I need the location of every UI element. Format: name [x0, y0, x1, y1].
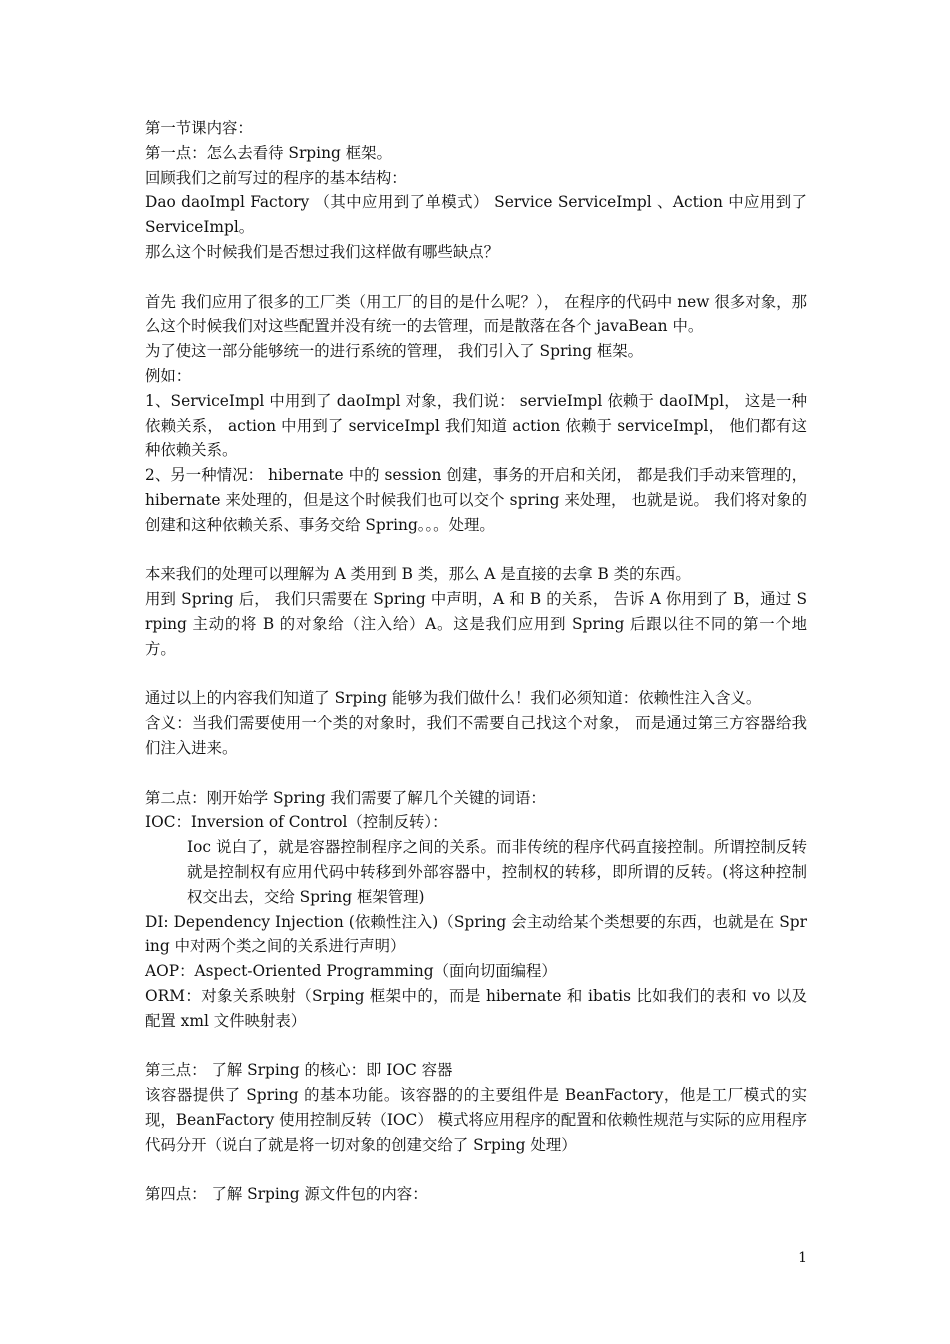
text-line: 第二点：刚开始学 Spring 我们需要了解几个关键的词语：: [145, 788, 546, 807]
paragraph: 用到 Spring 后， 我们只需要在 Spring 中声明，A 和 B 的关系， 告诉 A 你用到了 B，通过 Srping 主动的将 B 的对象给（注入给）A。这是我们应用到 Spring 后跟以往不同的第一个地方。: [145, 590, 807, 658]
blank-line: [145, 761, 807, 786]
paragraph: Dao daoImpl Factory （其中应用到了单模式） Service ServiceImpl 、Action 中应用到了 ServiceImpl。: [145, 193, 807, 237]
blank-line: [145, 265, 807, 290]
blank-line: [145, 1157, 807, 1182]
text-line: 第四点： 了解 Srping 源文件包的内容：: [145, 1185, 428, 1204]
text-line: 本来我们的处理可以理解为 A 类用到 B 类，那么 A 是直接的去拿 B 类的东西。: [145, 565, 691, 584]
page-number: 1: [798, 1250, 807, 1266]
text-line: 那么这个时候我们是否想过我们这样做有哪些缺点？: [145, 242, 499, 261]
paragraph: ORM：对象关系映射（Srping 框架中的，而是 hibernate 和 ibatis 比如我们的表和 vo 以及配置 xml 文件映射表）: [145, 986, 807, 1030]
text-line: IOC：Inversion of Control（控制反转）：: [145, 813, 448, 832]
paragraph: 1、ServiceImpl 中用到了 daoImpl 对象，我们说： servieImpl 依赖于 daoIMpl， 这是一种依赖关系， action 中用到了 serviceImpl 我们知道 action 依赖于 serviceImpl， 他们都有这种依赖关系。: [145, 391, 807, 460]
blank-line: [145, 538, 807, 563]
document-content: [145, 141, 807, 1207]
lesson-title: 第一节课内容：: [145, 119, 253, 137]
paragraph: 含义：当我们需要使用一个类的对象时，我们不需要自己找这个对象， 而是通过第三方容器给我们注入进来。: [145, 714, 807, 757]
text-line: AOP：Aspect-Oriented Programming（面向切面编程）: [145, 962, 557, 981]
text-line: 回顾我们之前写过的程序的基本结构：: [145, 168, 407, 187]
indented-paragraph: Ioc 说白了，就是容器控制程序之间的关系。而非传统的程序代码直接控制。所谓控制反转就是控制权有应用代码中转移到外部容器中，控制权的转移，即所谓的反转。(将这种控制权交出去，交给 Spring 框架管理): [187, 838, 807, 906]
text-line: 为了使这一部分能够统一的进行系统的管理， 我们引入了 Spring 框架。: [145, 342, 644, 361]
paragraph: 2、另一种情况： hibernate 中的 session 创建，事务的开启和关闭， 都是我们手动来管理的， hibernate 来处理的，但是这个时候我们也可以交个 spring 来处理， 也就是说。 我们将对象的创建和这种依赖关系、事务交给 Spring。。。处理。: [145, 466, 807, 534]
text-line: 第三点： 了解 Srping 的核心：即 IOC 容器: [145, 1061, 453, 1080]
document-page: [145, 116, 807, 1207]
blank-line: [145, 1033, 807, 1058]
paragraph: DI: Dependency Injection (依赖性注入)（Spring 会主动给某个类想要的东西，也就是在 Spring 中对两个类之间的关系进行声明）: [145, 912, 807, 956]
paragraph: 该容器提供了 Spring 的基本功能。该容器的的主要组件是 BeanFactory，他是工厂模式的实现，BeanFactory 使用控制反转（IOC） 模式将应用程序的配置和依赖性规范与实际的应用程序代码分开（说白了就是将一切对象的创建交给了 Srping 处理）: [145, 1086, 807, 1154]
text-line: 第一点：怎么去看待 Srping 框架。: [145, 143, 392, 162]
text-line: 例如：: [145, 366, 192, 385]
blank-line: [145, 662, 807, 687]
paragraph: 首先 我们应用了很多的工厂类（用工厂的目的是什么呢？）， 在程序的代码中 new 很多对象，那么这个时候我们对这些配置并没有统一的去管理，而是散落在各个 javaBean 中。: [145, 292, 807, 336]
text-line: 通过以上的内容我们知道了 Srping 能够为我们做什么！我们必须知道：依赖性注入含义。: [145, 689, 762, 708]
